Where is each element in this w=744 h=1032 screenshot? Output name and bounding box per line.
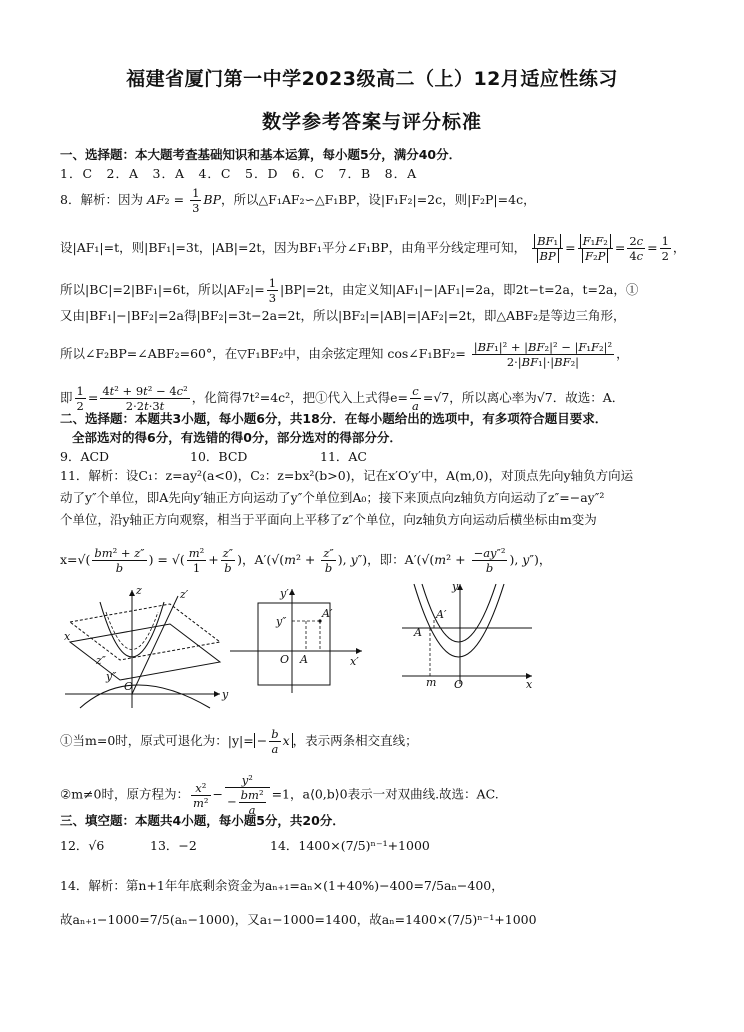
q8-cosine-fraction: $\frac{\text{|BF₁|² + |BF₂|² − |F₁F₂|²}}{\text{2·|BF₁|·|BF₂|}}$ xyxy=(473,340,613,369)
section2-heading-cont: 全部选对的得6分，有选错的得0分，部分选对的得部分分． xyxy=(72,430,402,445)
svg-text:m: m xyxy=(426,676,437,688)
svg-text:x: x xyxy=(64,630,71,643)
section3-heading: 三、填空题：本题共4小题，每小题5分，共20分． xyxy=(60,813,345,828)
svg-text:y″: y″ xyxy=(106,670,117,683)
q14-line2: 故aₙ₊₁−1000=7/5(aₙ−1000)，又a₁−1000=1400，故aₙ=1400×(7/5)ⁿ⁻¹+1000 xyxy=(60,912,537,927)
svg-text:z′: z′ xyxy=(180,588,189,601)
section3-answer-14: 14．1400×(7/5)ⁿ⁻¹+1000 xyxy=(270,838,430,853)
q8-line1: 8．解析：因为 AF₂ = $\frac{1}{3}$ BP，所以△F₁AF₂∽△F₁BP，设|F₁F₂|=2c，则|F₂P|=4c， xyxy=(60,186,536,215)
q8-vector-relation: AF₂ = $\frac{1}{3}$ BP xyxy=(146,186,222,215)
q11-case1: ①当m=0时，原式可退化为：|y|= − $\frac{b}{a}$ x ，表示两条相交直线； xyxy=(60,727,418,756)
q8-bisector-ratio: $\frac{\text{BF₁}}{BP}$ = $\frac{\text{F₁F₂}}{\text{F₂P}}$ = $\frac{2c}{4c}$ = $\frac{1}{2}$ ， xyxy=(530,240,685,255)
svg-text:O: O xyxy=(280,653,290,666)
figure-parabola-shift xyxy=(400,580,540,688)
section2-answer-9: 9．ACD xyxy=(60,449,110,464)
svg-text:y′: y′ xyxy=(280,587,289,600)
svg-text:A: A xyxy=(300,653,308,666)
q8-line6: 即 $\frac{1}{2}$ = $\frac{\text{4t² + 9t² − 4c²}}{2\cdot 2t\cdot 3t}$ ，化简得7t²=4c²，把①代入上式得e= $\frac{c}{a}$ =√7，所以离心率为√7．故选：A． xyxy=(60,384,625,413)
svg-text:A: A xyxy=(414,626,422,639)
svg-text:O: O xyxy=(454,678,464,688)
section2-answer-10: 10．BCD xyxy=(190,449,248,464)
svg-text:x′: x′ xyxy=(350,655,359,668)
svg-text:x: x xyxy=(526,678,533,688)
q11-line3: 个单位，沿y轴正方向观察，相当于平面向上平移了z″个单位，向z轴负方向运动后横坐标由m变为 xyxy=(60,512,597,527)
svg-text:A′: A′ xyxy=(436,608,447,621)
svg-text:y: y xyxy=(452,580,459,593)
section3-answer-12: 12．√6 xyxy=(60,838,105,853)
q8-line5: 所以∠F₂BP=∠ABF₂=60°，在▽F₁BF₂中，由余弦定理知 cos∠F₁BF₂= $\frac{\text{|BF₁|² + |BF₂|² − |F₁F₂|²}}{\text{2·|BF₁|·|BF₂|}}$ ， xyxy=(60,340,629,369)
svg-text:z″: z″ xyxy=(96,654,106,667)
svg-text:y: y xyxy=(222,688,229,701)
svg-text:y″: y″ xyxy=(276,615,287,628)
q8-line2: 设|AF₁|=t，则|BF₁|=3t，|AB|=2t，因为BF₁平分∠F₁BP，由角平分线定理可知， $\frac{\text{BF₁}}{BP}$ = $\frac{\text{F₁F₂}}{\text{F₂P}}$ = $\frac{2c}{4c}$ = $\frac{1}{2}$ ， xyxy=(60,234,686,263)
q8-line3: 所以|BC|=2|BF₁|=6t，所以|AF₂|= $\frac{1}{3}$ |BP|=2t，由定义知|AF₁|−|AF₁|=2a，即2t−t=2a，t=2a，① xyxy=(60,276,639,305)
q14-line1: 14．解析：第n+1年年底剩余资金为aₙ₊₁=aₙ×(1+40%)−400=7/5aₙ−400， xyxy=(60,878,504,893)
document-subtitle: 数学参考答案与评分标准 xyxy=(261,111,482,133)
q11-case2: ②m≠0时，原方程为： $\frac{\text{x²}}{\text{m²}}$ − y² − $\frac{\text{bm²}}{a}$ =1，a⟨0,b⟩0表示一对双曲线.故选：AC. xyxy=(60,773,499,817)
svg-text:z: z xyxy=(136,584,142,597)
figure-3d-parabolas xyxy=(60,582,230,710)
document-title: 福建省厦门第一中学2023级高二（上）12月适应性练习 xyxy=(126,68,618,90)
section3-answer-13: 13．−2 xyxy=(150,838,197,853)
section1-heading: 一、选择题：本大题考查基础知识和基本运算，每小题5分，满分40分． xyxy=(60,147,462,162)
svg-text:O: O xyxy=(124,680,134,693)
svg-text:A′: A′ xyxy=(322,607,333,620)
figure-projection-square xyxy=(230,585,370,695)
q8-line4: 又由|BF₁|−|BF₂|=2a得|BF₂|=3t−2a=2t，所以|BF₂|=|AB|=|AF₂|=2t，即△ABF₂是等边三角形， xyxy=(60,308,626,323)
section2-answer-11: 11．AC xyxy=(320,449,367,464)
section1-answers: 1．C 2．A 3．A 4．C 5．D 6．C 7．B 8．A xyxy=(60,166,418,181)
q11-line2: 动了y″个单位，即A先向y′轴正方向运动了y″个单位到A₀；接下来顶点向z轴负方向运动了z″=−ay″² xyxy=(60,490,605,505)
q11-line4: x=√( $\frac{\text{bm² + z″}}{b}$ ) = √( $\frac{\text{m²}}{1}$ + $\frac{z''}{b}$ )，A′(√(m² + $\frac{z''}{b}$ ), y″)，即：A′(√(m² + $\frac{\text{−ay″²}}{b}$ ), y″)， xyxy=(60,546,552,575)
q11-line1: 11．解析：设C₁：z=ay²(a<0)，C₂：z=bx²(b>0)，记在x′O′y′中，A(m,0)，对顶点先向y轴负方向运 xyxy=(60,468,634,483)
section2-heading: 二、选择题：本题共3小题，每小题6分，共18分．在每小题给出的选项中，有多项符合题目要求． xyxy=(60,411,608,426)
